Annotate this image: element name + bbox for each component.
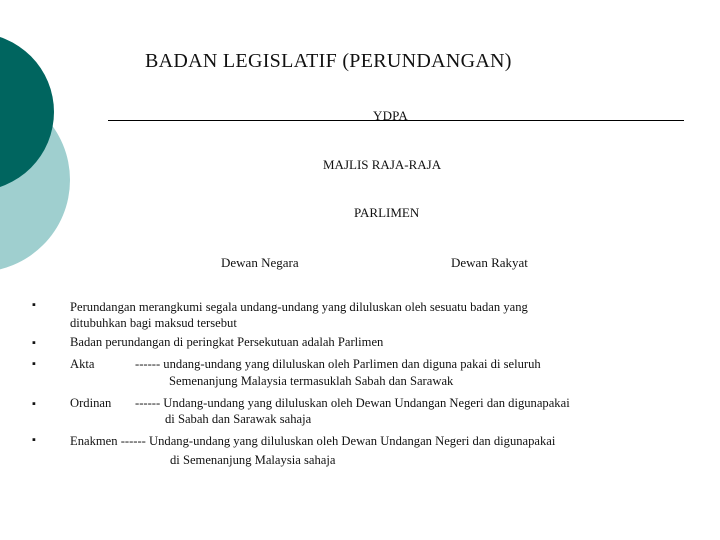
bullet-3-term: Akta (70, 357, 95, 371)
decorative-circles (0, 0, 120, 300)
bullet-3-line-2: Semenanjung Malaysia termasuklah Sabah dan Sarawak (169, 374, 454, 388)
bullet-5-line-2: di Semenanjung Malaysia sahaja (170, 453, 336, 467)
bullet-4-term: Ordinan (70, 396, 112, 410)
bullet-marker: ▪ (32, 398, 36, 410)
bullet-3-line-1: ------ undang-undang yang diluluskan oleh Parlimen dan diguna pakai di seluruh (135, 357, 541, 371)
node-ydpa: YDPA (373, 108, 409, 123)
node-parlimen: PARLIMEN (354, 205, 420, 220)
node-dewan-negara: Dewan Negara (221, 255, 299, 270)
bullet-marker: ▪ (32, 434, 36, 446)
bullet-5-line-1: Enakmen ------ Undang-undang yang diluluskan oleh Dewan Undangan Negeri dan digunapakai (70, 434, 556, 448)
node-majlis-raja-raja: MAJLIS RAJA-RAJA (323, 157, 442, 172)
bullet-4-line-2: di Sabah dan Sarawak sahaja (165, 412, 312, 426)
bullet-4-line-1: ------ Undang-undang yang diluluskan oleh Dewan Undangan Negeri dan digunapakai (135, 396, 570, 410)
bullet-1-line-2: ditubuhkan bagi maksud tersebut (70, 316, 237, 330)
bullet-marker: ▪ (32, 358, 36, 370)
bullet-2-line-1: Badan perundangan di peringkat Persekutuan adalah Parlimen (70, 335, 384, 349)
slide-title: BADAN LEGISLATIF (PERUNDANGAN) (145, 50, 512, 72)
bullet-marker: ▪ (32, 337, 36, 349)
bullet-marker: ▪ (32, 299, 36, 311)
node-dewan-rakyat: Dewan Rakyat (451, 255, 528, 270)
bullet-1-line-1: Perundangan merangkumi segala undang-undang yang diluluskan oleh sesuatu badan yang (70, 300, 528, 314)
